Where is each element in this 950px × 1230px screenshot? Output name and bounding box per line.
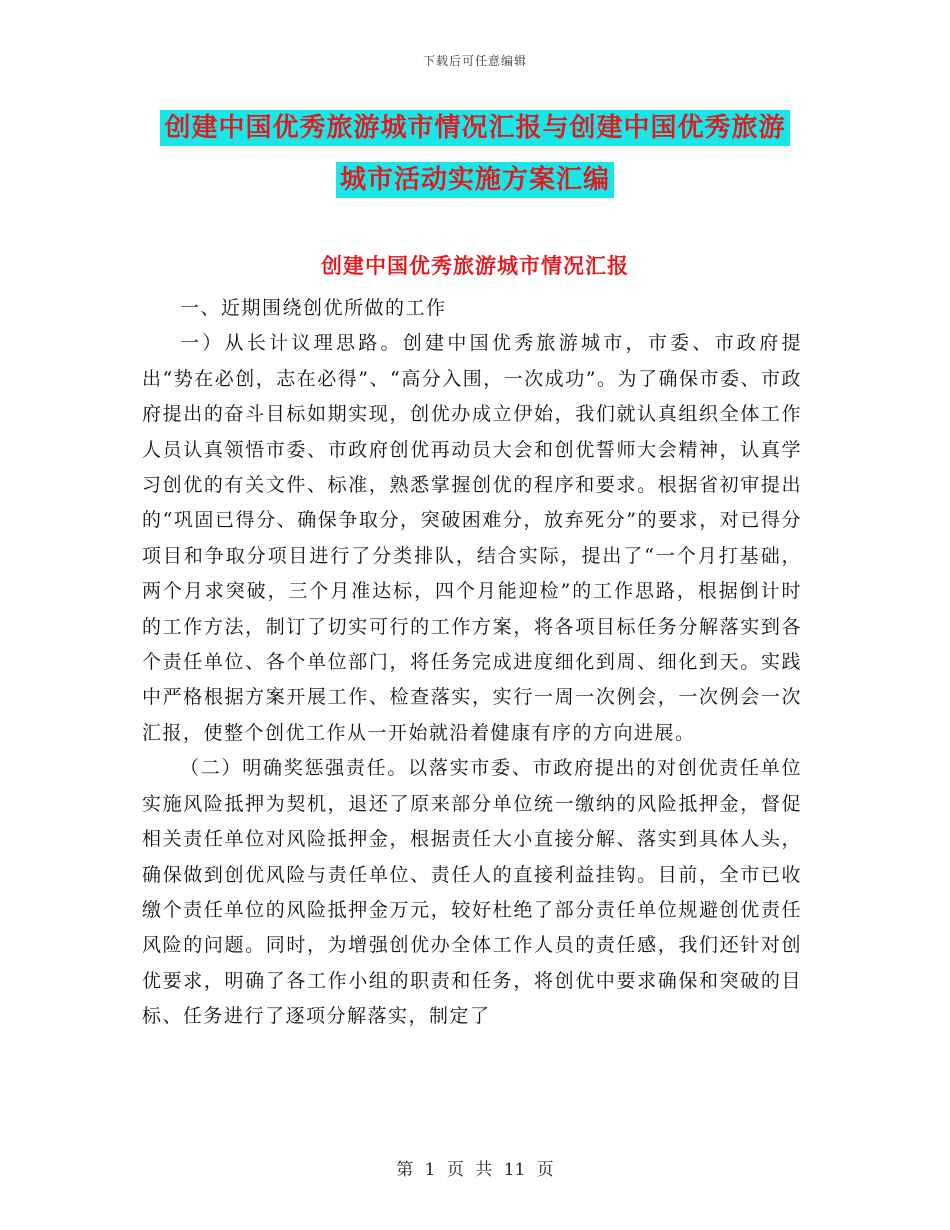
paragraph: 一）从长计议理思路。创建中国优秀旅游城市，市委、市政府提出“势在必创，志在必得”、“高分入围，一次成功”。为了确保市委、市政府提出的奋斗目标如期实现，创优办成立伊始，我们就认真组织全体工作人员认真领悟市委、市政府创优再动员大会和创优誓师大会精神，认真学习创优的有关文件、标准，熟悉掌握创优的程序和要求。根据省初审提出的“巩固已得分、确保争取分，突破困难分，放弃死分”的要求，对已得分项目和争取分项目进行了分类排队，结合实际，提出了“一个月打基础，两个月求突破，三个月准达标，四个月能迎检”的工作思路，根据倒计时的工作方法，制订了切实可行的工作方案，将各项目标任务分解落实到各个责任单位、各个单位部门，将任务完成进度细化到周、细化到天。实践中严格根据方案开展工作、检查落实，实行一周一次例会，一次例会一次汇报，使整个创优工作从一开始就沿着健康有序的方向进展。 [142, 332, 802, 744]
paragraph: （二）明确奖惩强责任。以落实市委、市政府提出的对创优责任单位实施风险抵押为契机，退还了原来部分单位统一缴纳的风险抵押金，督促相关责任单位对风险抵押金，根据责任大小直接分解、落实到具体人头，确保做到创优风险与责任单位、责任人的直接利益挂钩。目前，全市已收缴个责任单位的风险抵押金万元，较好杜绝了部分责任单位规避创优责任风险的问题。同时，为增强创优办全体工作人员的责任感，我们还针对创优要求，明确了各工作小组的职责和任务，将创优中要求确保和突破的目标、任务进行了逐项分解落实，制定了 [142, 757, 802, 1028]
document-title [0, 110, 950, 198]
paragraph-heading: 一、近期围绕创优所做的工作 [180, 297, 447, 319]
document-body [142, 291, 802, 1035]
title-line-1: 创建中国优秀旅游城市情况汇报与创建中国优秀旅游 [160, 110, 789, 146]
page-header: 下载后可任意编辑 [422, 54, 527, 68]
page-footer: 第 1 页 共 11 页 [396, 1160, 554, 1180]
title-line-2: 城市活动实施方案汇编 [336, 162, 614, 198]
section-title: 创建中国优秀旅游城市情况汇报 [321, 254, 629, 278]
